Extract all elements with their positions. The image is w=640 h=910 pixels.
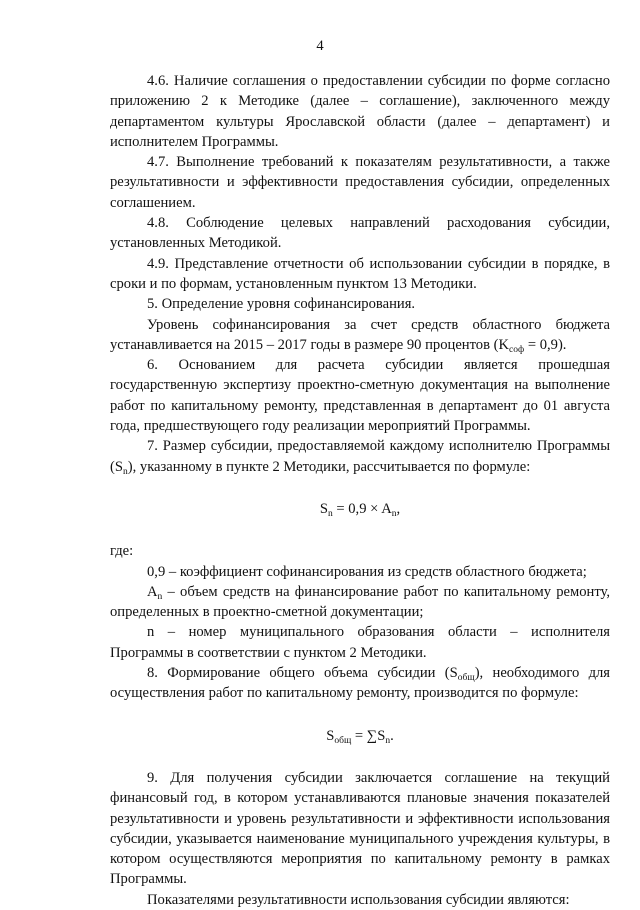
text: – объем средств на финансирование работ по капитальному ремонту, определенных в проектно-сметной документации; (110, 583, 610, 621)
definition-coefficient: 0,9 – коэффициент софинансирования из средств областного бюджета; (147, 563, 587, 580)
formula-symbol: S (326, 727, 335, 744)
paragraph-8 (110, 663, 610, 704)
subscript: соф (509, 344, 525, 355)
paragraph-6: 6. Основанием для расчета субсидии является прошедшая государственную экспертизу проектно-сметную документация на выполнение работ по капитальному ремонту, представленная в департамент до 01 августа года, предшествующего году реализации мероприятий Программы. (110, 357, 610, 435)
page-number: 4 (316, 38, 324, 54)
paragraph-4-6: 4.6. Наличие соглашения о предоставлении субсидии по форме согласно приложению 2 к Методике (далее – соглашение), заключенного между департаментом культуры Ярославской области (далее – департамент) и исполнителем Программы. (110, 73, 610, 150)
text: 8. Формирование общего объема субсидии (S (147, 665, 458, 682)
text: 7. Размер субсидии, предоставляемой каждому исполнителю Программы (S (110, 438, 610, 475)
paragraph-9: 9. Для получения субсидии заключается соглашение на текущий финансовый год, в котором устанавливаются плановые значения показателей результативности и уровень результативности и эффективности использования субсидии, указывается наименование муниципального учреждения культуры, в котором осуществляются мероприятия по капитальному ремонту в рамках Программы. (110, 769, 610, 888)
formula-subsidy (110, 499, 610, 519)
subscript: n (327, 508, 333, 519)
text: ), необходимого для осуществления работ по капитальному ремонту, производится по формуле: (110, 665, 610, 702)
definition-volume (110, 582, 610, 623)
subscript: общ (334, 735, 352, 746)
formula-text: = 0,9 × A (332, 500, 392, 517)
paragraph-indicators: Показателями результативности использования субсидии являются: (147, 891, 570, 908)
formula-text: , (396, 500, 401, 517)
text: ), указанному в пункте 2 Методики, рассчитывается по формуле: (127, 458, 531, 475)
text: Уровень софинансирования за счет средств областного бюджета устанавливается на 2015 – 2017 годы в размере 90 процентов (K (110, 316, 610, 353)
definition-n: n – номер муниципального образования области – исполнителя Программы в соответствии с пунктом 2 Методики. (110, 624, 610, 661)
subscript: общ (457, 673, 475, 684)
where-label: где: (110, 543, 134, 560)
formula-symbol: S (319, 500, 328, 517)
paragraph-4-9: 4.9. Представление отчетности об использовании субсидии в порядке, в сроки и по формам, установленным пунктом 13 Методики. (110, 255, 610, 292)
formula-text: = ∑S (351, 727, 386, 744)
paragraph-7 (110, 436, 610, 477)
subscript: n (157, 591, 163, 602)
paragraph-5-heading: 5. Определение уровня софинансирования. (147, 296, 416, 313)
subscript: n (122, 466, 128, 477)
text: A (147, 583, 158, 600)
text: = 0,9). (524, 336, 567, 353)
paragraph-5-cofinancing (110, 315, 610, 356)
subscript: n (391, 508, 397, 519)
subscript: n (385, 735, 391, 746)
paragraph-4-7: 4.7. Выполнение требований к показателям результативности, а также результативности и эффективности предоставления субсидии, определенных соглашением. (110, 154, 610, 211)
formula-total (110, 726, 610, 746)
formula-text: . (390, 727, 394, 744)
paragraph-4-8: 4.8. Соблюдение целевых направлений расходования субсидии, установленных Методикой. (110, 215, 610, 252)
document-body (110, 71, 610, 910)
